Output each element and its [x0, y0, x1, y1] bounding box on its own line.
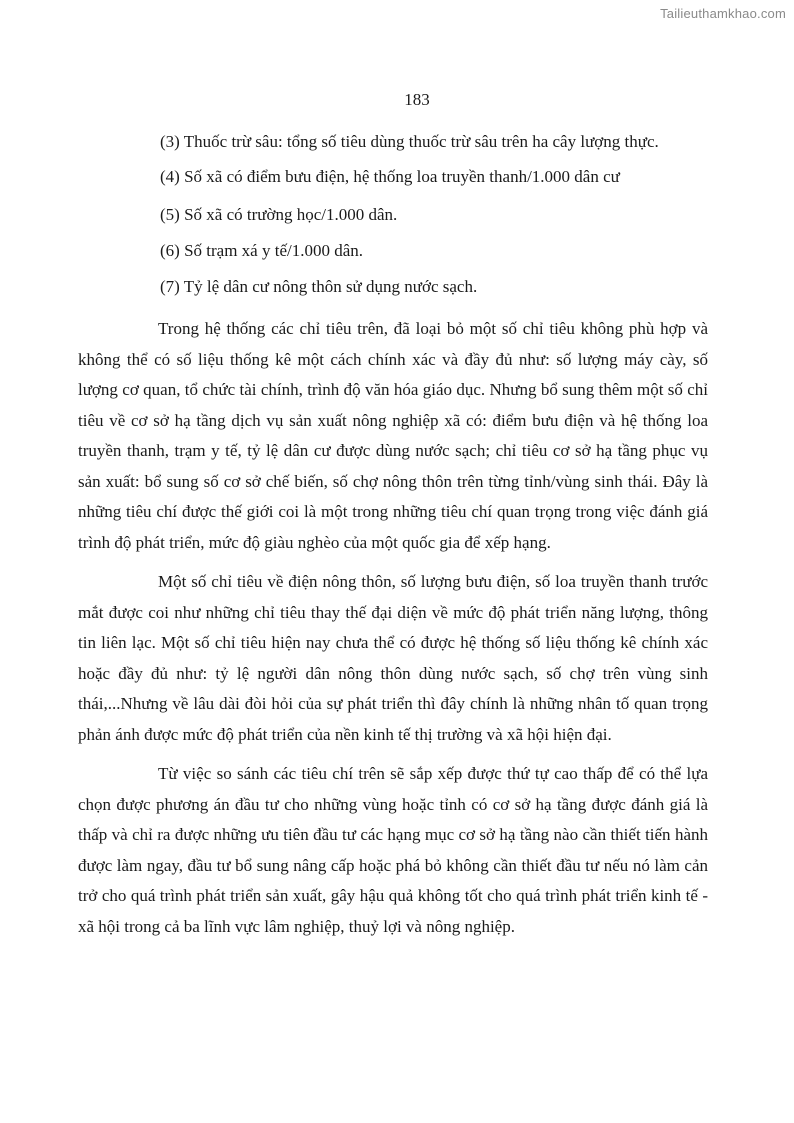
list-item: (4) Số xã có điểm bưu điện, hệ thống loa truyền thanh/1.000 dân cư — [160, 167, 620, 186]
list-item: (6) Số trạm xá y tế/1.000 dân. — [160, 241, 364, 260]
document-body — [78, 128, 710, 942]
page-number: 183 — [404, 90, 430, 109]
paragraph-block — [78, 314, 710, 942]
watermark: Tailieuthamkhao.com — [660, 6, 786, 21]
list-item: (7) Tỷ lệ dân cư nông thôn sử dụng nước sạch. — [160, 277, 478, 296]
paragraph: Từ việc so sánh các tiêu chí trên sẽ sắp xếp được thứ tự cao thấp để có thể lựa chọn được phương án đầu tư cho những vùng hoặc tỉnh có cơ sở hạ tầng được đánh giá là thấp và chỉ ra được những ưu tiên đầu tư các hạng mục cơ sở hạ tầng nào cần thiết tiến hành được làm ngay, đầu tư bổ sung nâng cấp hoặc phá bỏ không cần thiết đầu tư nếu nó làm cản trở cho quá trình phát triển sản xuất, gây hậu quả không tốt cho quá trình phát triển kinh tế - xã hội trong cả ba lĩnh vực lâm nghiệp, thuỷ lợi và nông nghiệp. — [78, 764, 708, 936]
paragraph: Trong hệ thống các chỉ tiêu trên, đã loại bỏ một số chỉ tiêu không phù hợp và không thể có số liệu thống kê một cách chính xác và đầy đủ như: số lượng máy cày, số lượng cơ quan, tổ chức tài chính, trình độ văn hóa giáo dục. Nhưng bổ sung thêm một số chỉ tiêu về cơ sở hạ tầng dịch vụ sản xuất nông nghiệp xã có: điểm bưu điện và hệ thống loa truyền thanh, trạm y tế, tỷ lệ dân cư được dùng nước sạch; chỉ tiêu cơ sở hạ tầng phục vụ sản xuất: bổ sung số cơ sở chế biến, số chợ nông thôn trên từng tỉnh/vùng sinh thái. Đây là những tiêu chí được thế giới coi là một trong những tiêu chí quan trọng trong việc đánh giá trình độ phát triển, mức độ giàu nghèo của một quốc gia để xếp hạng. — [78, 319, 708, 552]
list-item: (5) Số xã có trường học/1.000 dân. — [160, 205, 398, 224]
paragraph: Một số chỉ tiêu về điện nông thôn, số lượng bưu điện, số loa truyền thanh trước mắt được coi như những chỉ tiêu thay thế đại diện về mức độ phát triển năng lượng, thông tin liên lạc. Một số chỉ tiêu hiện nay chưa thể có được hệ thống số liệu thống kê chính xác hoặc đầy đủ như: tỷ lệ người dân nông thôn dùng nước sạch, số chợ trên vùng sinh thái,...Nhưng về lâu dài đòi hỏi của sự phát triển thì đây chính là những nhân tố quan trọng phản ánh được mức độ phát triển của nền kinh tế thị trường và xã hội hiện đại. — [78, 572, 708, 744]
list-item: (3) Thuốc trừ sâu: tổng số tiêu dùng thuốc trừ sâu trên ha cây lượng thực. — [160, 132, 659, 151]
